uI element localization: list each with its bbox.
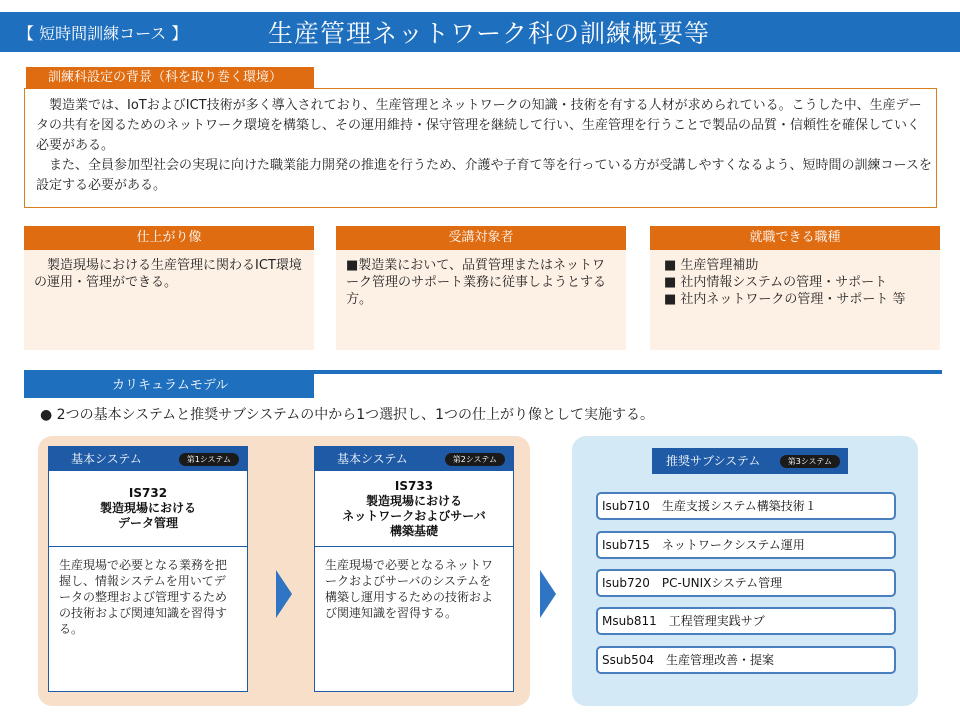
- chevron-right-icon: [540, 570, 556, 618]
- background-paragraph-2: また、全員参加型社会の実現に向けた職業能力開発の推進を行うため、介護や子育て等を行っている方が受講しやすくなるよう、短時間の訓練コースを設定する必要がある。: [36, 158, 932, 193]
- system-card-header: [49, 447, 247, 471]
- jobs-list: [650, 250, 940, 308]
- outcome-column: [24, 226, 314, 350]
- system-description: 生産現場で必要となる業務を把握し、情報システムを用いてデータの整理および管理するための技術および関連知識を習得する。: [59, 558, 228, 636]
- page-title: 生産管理ネットワーク科の訓練概要等: [268, 19, 711, 48]
- system-title-line: IS733: [394, 478, 434, 493]
- system-card-header: [315, 447, 513, 471]
- jobs-item: ■ 社内情報システムの管理・サポート: [664, 275, 888, 290]
- system-pill: 第1システム: [179, 453, 239, 466]
- jobs-column: [650, 226, 940, 350]
- system-card-2: [314, 446, 514, 692]
- system-card-1: [48, 446, 248, 692]
- system-pill: 第3システム: [780, 455, 840, 468]
- background-label: 訓練科設定の背景（科を取り巻く環境）: [26, 67, 314, 89]
- system-pill: 第2システム: [445, 453, 505, 466]
- jobs-item: ■ 生産管理補助: [664, 258, 759, 273]
- outcome-label: 仕上がり像: [24, 226, 314, 250]
- system-title: [315, 471, 513, 547]
- curriculum-bullet: ● 2つの基本システムと推奨サブシステムの中から1つ選択し、1つの仕上がり像として実施する。: [40, 407, 655, 423]
- subsystem-item: Ssub504 生産管理改善・提案: [596, 646, 896, 674]
- outcome-text-line: 製造現場における生産管理に関わるICT環境の運用・管理ができる。: [34, 258, 302, 290]
- recommended-head-label: 推奨サブシステム: [666, 454, 761, 468]
- system-title-line: 製造現場における: [99, 501, 196, 515]
- subsystem-item: Msub811 工程管理実践サブ: [596, 607, 896, 635]
- subsystem-item: Isub715 ネットワークシステム運用: [596, 531, 896, 559]
- target-column: [336, 226, 626, 350]
- outcome-text: [24, 250, 314, 291]
- course-tag: 【 短時間訓練コース 】: [18, 24, 188, 43]
- subsystem-item: Isub720 PC-UNIXシステム管理: [596, 569, 896, 597]
- background-paragraph-1: 製造業では、IoTおよびICT技術が多く導入されており、生産管理とネットワークの知識・技術を有する人材が求められている。こうした中、生産データの共有を図るためのネットワーク環境を構築し、その運用維持・保守管理を継続して行い、生産管理を行うことで製品の品質・信頼性を確保していく必要がある。: [36, 98, 922, 153]
- system-card-head-label: 基本システム: [71, 452, 142, 466]
- system-title: [49, 471, 247, 547]
- chevron-right-icon: [276, 570, 292, 618]
- jobs-label: 就職できる職種: [650, 226, 940, 250]
- system-title-line: 製造現場における: [365, 493, 462, 508]
- recommended-header: [652, 448, 848, 474]
- system-title-line: 構築基礎: [389, 523, 438, 538]
- background-text: [36, 96, 932, 196]
- system-card-head-label: 基本システム: [337, 452, 408, 466]
- system-title-line: ネットワークおよびサーバ: [342, 508, 486, 523]
- jobs-item: ■ 社内ネットワークの管理・サポート 等: [664, 292, 906, 307]
- target-text: ■製造業において、品質管理またはネットワーク管理のサポート業務に従事しようとする方。: [346, 258, 607, 307]
- curriculum-label: カリキュラムモデル: [24, 374, 314, 398]
- system-title-line: データ管理: [117, 516, 178, 530]
- system-description: 生産現場で必要となるネットワークおよびサーバのシステムを構築し運用するための技術および関連知識を習得する。: [325, 558, 494, 620]
- subsystem-item: Isub710 生産支援システム構築技術１: [596, 492, 896, 520]
- target-label: 受講対象者: [336, 226, 626, 250]
- system-title-line: IS732: [128, 486, 168, 500]
